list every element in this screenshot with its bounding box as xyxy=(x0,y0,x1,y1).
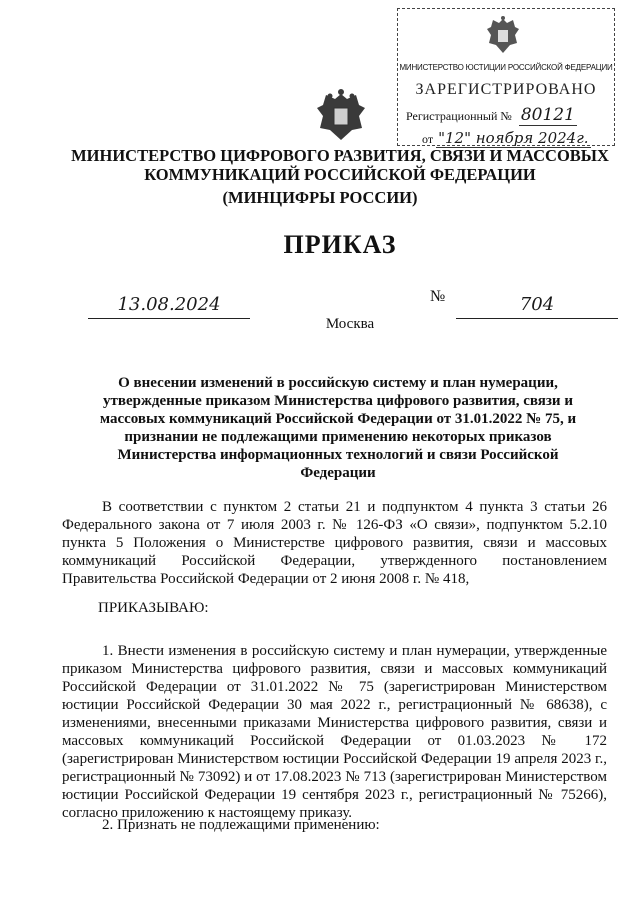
order-number-label: № xyxy=(430,288,446,305)
stamp-registration xyxy=(406,105,577,126)
stamp-title: ЗАРЕГИСТРИРОВАНО xyxy=(415,81,597,98)
city: Москва xyxy=(325,316,375,332)
ministry-name-line2: КОММУНИКАЦИЙ РОССИЙСКОЙ ФЕДЕРАЦИИ xyxy=(144,165,536,184)
coat-of-arms-icon xyxy=(316,88,366,142)
coat-of-arms-icon xyxy=(486,15,520,55)
registration-stamp xyxy=(397,8,615,146)
order-word: ПРИКАЗЫВАЮ: xyxy=(98,600,209,616)
ministry-name xyxy=(60,146,620,184)
stamp-date-value: "12" ноября 2024г. xyxy=(438,129,589,147)
item-1-paragraph: 1. Внести изменения в российскую систему и план нумерации, утвержденные приказом Министерства цифрового развития, связи и массовых коммуникаций Российской Федерации от 31.01.2022 № 75 (зарегистрирован Министерством юстиции Российской Федерации 30 мая 2022 г., регистрационный № 68638), с изменениями, внесенными приказами Министерства цифрового развития, связи и массовых коммуникаций Российской Федерации от 01.03.2023 № 172 (зарегистрирован Министерством юстиции Российской Федерации 19 апреля 2023 г., регистрационный № 73092) и от 17.08.2023 № 713 (зарегистрирован Министерством юстиции Российской Федерации 19 сентября 2023 г., регистрационный № 75266), согласно приложению к настоящему приказу. xyxy=(62,643,607,821)
order-number: 704 xyxy=(519,294,555,315)
stamp-date-prefix: от xyxy=(422,132,434,146)
stamp-reg-number: 80121 xyxy=(520,105,575,125)
stamp-ministry-name: МИНИСТЕРСТВО ЮСТИЦИИ РОССИЙСКОЙ ФЕДЕРАЦИИ xyxy=(399,63,613,72)
order-heading: О внесении изменений в российскую систему и план нумерации, утвержденные приказом Министерства цифрового развития, связи и массовых коммуникаций Российской Федерации от 31.01.2022 № 75, и признании не подлежащими применению некоторых приказов Министерства информационных технологий и связи Российской Федерации xyxy=(99,375,577,481)
item-2-paragraph: 2. Признать не подлежащими применению: xyxy=(102,817,380,833)
preamble-paragraph: В соответствии с пунктом 2 статьи 21 и подпунктом 4 пункта 3 статьи 26 Федерального закона от 7 июля 2003 г. № 126-ФЗ «О связи», подпунктом 5.2.10 пункта 5 Положения о Министерстве цифрового развития, связи и массовых коммуникаций Российской Федерации, утвержденного постановлением Правительства Российской Федерации от 2 июня 2008 г. № 418, xyxy=(62,499,607,587)
order-date: 13.08.2024 xyxy=(117,294,221,315)
ministry-name-line1: МИНИСТЕРСТВО ЦИФРОВОГО РАЗВИТИЯ, СВЯЗИ И МАССОВЫХ xyxy=(71,146,609,165)
stamp-reg-label: Регистрационный № xyxy=(406,109,512,123)
document-type: ПРИКАЗ xyxy=(283,230,397,259)
ministry-abbreviation: (МИНЦИФРЫ РОССИИ) xyxy=(222,188,418,207)
